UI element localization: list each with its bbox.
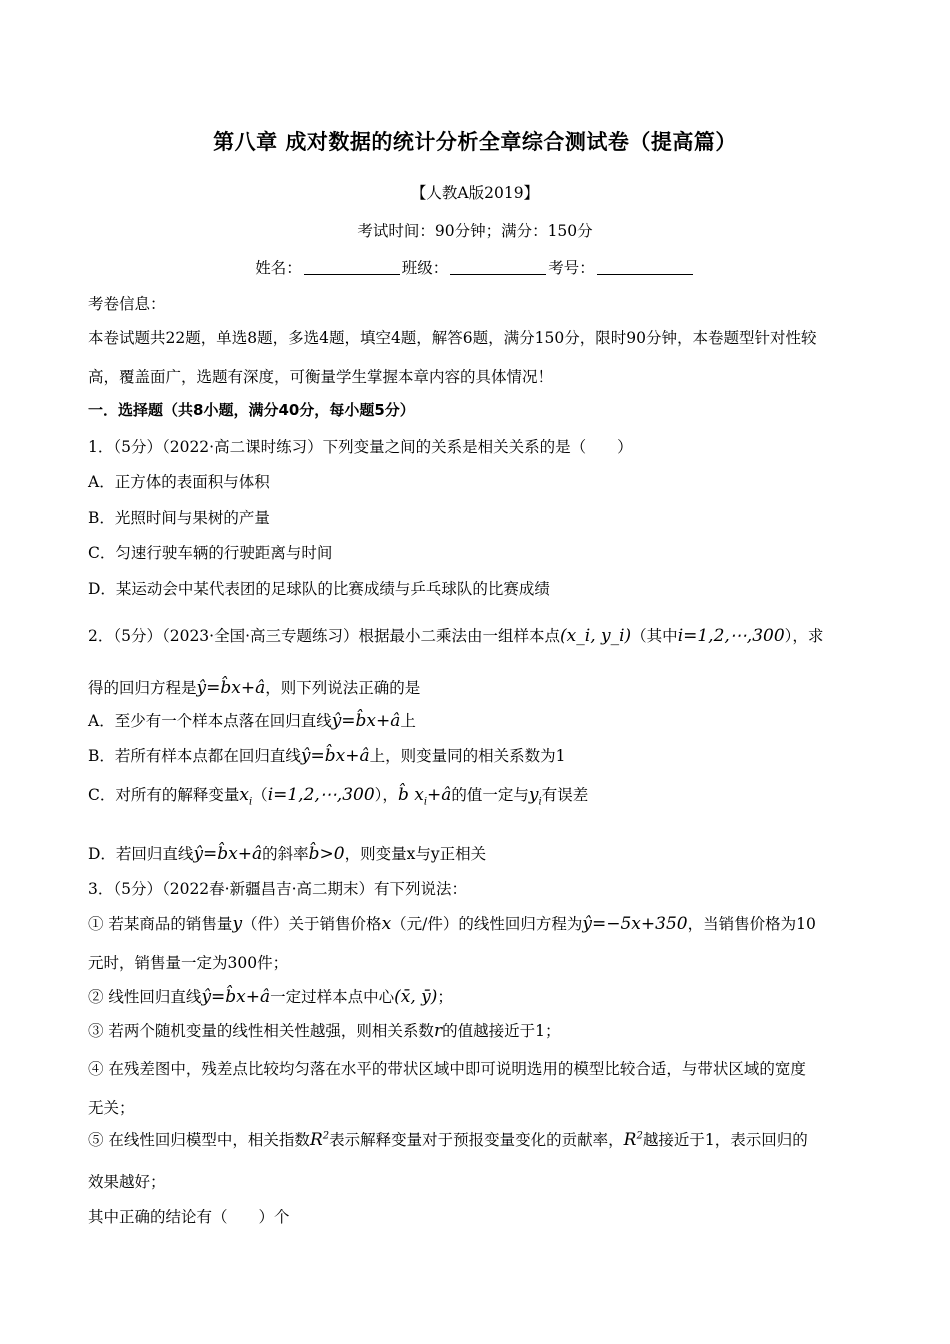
q2-option-b: B．若所有样本点都在回归直线ŷ=b̂x+â上，则变量同的相关系数为1 — [88, 746, 566, 766]
intro-line-2: 高，覆盖面广，选题有深度，可衡量学生掌握本章内容的具体情况！ — [88, 368, 554, 386]
q1-option-b: B．光照时间与果树的产量 — [88, 509, 270, 527]
q2-option-d: D．若回归直线ŷ=b̂x+â的斜率b̂>0，则变量x与y正相关 — [88, 844, 487, 864]
q3-closing: 其中正确的结论有（ ）个 — [88, 1208, 290, 1226]
r-squared-symbol: $R^2$ — [309, 1130, 330, 1150]
q3-statement-1-line-2: 元时，销售量一定为300件； — [88, 954, 289, 972]
sales-equation: ŷ=−5x+350 — [582, 914, 688, 934]
name-blank — [304, 260, 400, 275]
q3-statement-2: ② 线性回归直线ŷ=b̂x+â一定过样本点中心(x̄, ȳ)； — [88, 987, 453, 1007]
regression-equation: ŷ=b̂x+â — [300, 746, 370, 766]
y-i-symbol: $y_i$ — [528, 785, 542, 808]
q1-option-a: A．正方体的表面积与体积 — [88, 473, 270, 491]
page-title: 第八章 成对数据的统计分析全章综合测试卷（提高篇） — [213, 130, 737, 154]
x-i-symbol: $x_i$ — [239, 785, 253, 808]
student-info-row — [0, 256, 950, 278]
q2-stem-line-2: 得的回归方程是ŷ=b̂x+â，则下列说法正确的是 — [88, 678, 421, 698]
q3-statement-4: ④ 在残差图中，残差点比较均匀落在水平的带状区域中即可说明选用的模型比较合适，与带状区域的宽度 — [88, 1060, 806, 1078]
name-label: 姓名： — [255, 259, 302, 277]
class-label: 班级： — [401, 259, 449, 277]
y-symbol: y — [232, 914, 243, 934]
regression-equation: ŷ=b̂x+â — [331, 711, 401, 731]
q2-index-range: i=1,2,⋯,300 — [677, 626, 785, 646]
regression-equation: ŷ=b̂x+â — [201, 987, 271, 1007]
q3-stem: 3．（5分）（2022春·新疆昌吉·高二期末）有下列说法： — [88, 880, 468, 898]
edition-label: 【人教A版2019】 — [410, 184, 540, 202]
q2-stem: 2．（5分）（2023·全国·高三专题练习）根据最小二乘法由一组样本点(x_i, y_i)（其中i=1,2,⋯,300），求 — [88, 626, 824, 646]
q3-statement-5: ⑤ 在线性回归模型中，相关指数$R^2$表示解释变量对于预报变量变化的贡献率，$R^2$越接近于1，表示回归的 — [88, 1130, 808, 1150]
q3-statement-5-line-2: 效果越好； — [88, 1173, 166, 1191]
r-symbol: r — [433, 1021, 443, 1041]
q3-statement-1: ① 若某商品的销售量y（件）关于销售价格x（元/件）的线性回归方程为ŷ=−5x+350，当销售价格为10 — [88, 914, 816, 934]
q3-statement-4-line-2: 无关； — [88, 1099, 135, 1117]
slope-condition: b̂>0 — [308, 844, 345, 864]
section-heading: 一．选择题（共8小题，满分40分，每小题5分） — [88, 401, 415, 419]
q1-option-c: C．匀速行驶车辆的行驶距离与时间 — [88, 544, 333, 562]
q1-option-d: D．某运动会中某代表团的足球队的比赛成绩与乒乓球队的比赛成绩 — [88, 580, 550, 598]
intro-line-1: 本卷试题共22题，单选8题，多选4题，填空4题，解答6题，满分150分，限时90分钟，本卷题型针对性较 — [88, 329, 817, 347]
q2-option-c: C．对所有的解释变量$x_i(i=1,2,\cdots,300)$，b̂ $x_i+â$的值一定与$y_i$有误差 — [88, 785, 589, 808]
x-symbol: x — [381, 914, 392, 934]
fitted-value-formula: b̂ $x_i+â$ — [397, 785, 452, 808]
q2-point-formula: (x_i, y_i) — [560, 626, 632, 646]
q2-option-a: A．至少有一个样本点落在回归直线ŷ=b̂x+â上 — [88, 711, 416, 731]
q2-index-range: i=1,2,⋯,300 — [267, 785, 375, 805]
sample-center: (x̄, ȳ) — [394, 987, 438, 1007]
intro-heading: 考卷信息： — [88, 295, 166, 313]
r-squared-symbol: $R^2$ — [623, 1130, 643, 1150]
id-label: 考号： — [548, 259, 595, 277]
class-blank — [450, 260, 546, 275]
q1-stem: 1．（5分）（2022·高二课时练习）下列变量之间的关系是相关关系的是（ ） — [88, 438, 633, 456]
q3-statement-3: ③ 若两个随机变量的线性相关性越强，则相关系数r的值越接近于1； — [88, 1021, 561, 1041]
regression-equation: ŷ=b̂x+â — [193, 844, 263, 864]
id-blank — [597, 260, 693, 275]
exam-info: 考试时间：90分钟；满分：150分 — [357, 222, 593, 240]
regression-equation: ŷ=b̂x+â — [196, 678, 266, 698]
